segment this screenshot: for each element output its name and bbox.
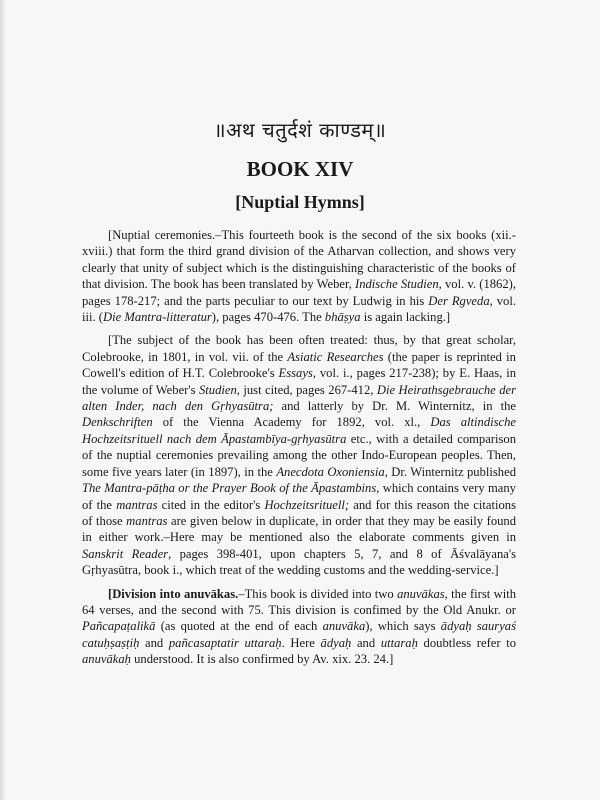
italic-term: uttaraḥ xyxy=(380,635,418,650)
italic-term: Die Heirathsgebrauche der alten Inder, nach den Gṛhyasūtra; xyxy=(82,382,516,414)
italic-term: Asiatic Researches xyxy=(287,349,384,364)
text-run: , vol. iii. ( xyxy=(82,293,516,325)
paragraph-subject-treatments xyxy=(82,332,516,578)
text-run: understood. It is also confirmed by Av. xix. 23. 24.] xyxy=(130,652,394,667)
text-run: , just cited, pages 267-412, xyxy=(236,382,377,397)
text-run: . Here xyxy=(281,635,321,650)
book-subtitle: [Nuptial Hymns] xyxy=(235,192,365,212)
italic-term: Die Mantra-litteratur xyxy=(103,310,212,325)
text-run: ), which says xyxy=(365,619,441,634)
italic-term: mantras xyxy=(116,497,158,512)
text-run: [Nuptial ceremonies.–This fourteeth book is the second of the six books (xii.-xviii.) that form the third grand division of the Atharvan collection, and shows very clearly that unity of subject which is the distinguishing characteristic of the books of that division. The book has been translated by Weber, xyxy=(82,228,516,292)
text-run: of the Vienna Academy for 1892, vol. xl., xyxy=(152,415,431,430)
text-run: –This book is divided into two xyxy=(238,586,398,601)
italic-term: Indische Studien xyxy=(355,277,439,292)
italic-term: anuvākaḥ xyxy=(82,652,131,667)
text-run: etc., with a detailed comparison of the nuptial ceremonies prevailing among the other Indo-European peoples. Then, some five years later (in 1897), in the xyxy=(82,431,516,479)
text-run: , vol. i., pages 217-238); by E. Haas, in the volume of Weber's xyxy=(82,366,516,397)
italic-term: The Mantra-pāṭha or the Prayer Book of the Āpastambins xyxy=(82,481,377,496)
italic-term: Pañcapaṭalikā xyxy=(82,619,156,634)
italic-term: Essays xyxy=(278,366,313,381)
text-run: are given below in duplicate, in order that they may be easily found in either work.–Here may be mentioned also the elaborate comments given in xyxy=(82,513,517,545)
text-run: and latterly by Dr. M. Winternitz, in the xyxy=(273,399,516,414)
text-run: is again lacking.] xyxy=(360,310,451,325)
italic-term: anuvāka xyxy=(322,619,366,634)
italic-term: pañcasaptatir uttaraḥ xyxy=(168,635,282,650)
italic-term: mantras xyxy=(126,513,168,528)
italic-term: ādyaḥ sauryaś catuḥṣaṣṭiḥ xyxy=(82,619,516,650)
italic-term: ādyaḥ xyxy=(320,635,352,650)
text-run: and xyxy=(139,635,169,650)
text-run: and xyxy=(351,635,381,650)
italic-term: Der Rgveda xyxy=(428,293,490,308)
paragraph-nuptial-ceremonies xyxy=(82,227,516,325)
section-label: [Division into anuvākas. xyxy=(108,586,239,601)
text-run: cited in the editor's xyxy=(157,497,265,512)
text-run: , the first with 64 verses, and the second with 75. This division is confimed by the Old Anukr. or xyxy=(82,586,516,617)
text-run: , which contains very many of the xyxy=(82,481,516,512)
italic-term: Denkschriften xyxy=(82,415,153,430)
italic-term: bhāṣya xyxy=(324,310,361,325)
text-run: (as quoted at the end of each xyxy=(155,619,323,634)
paragraph-division-anuvakas xyxy=(82,586,516,668)
sanskrit-heading: ॥अथ चतुर्दशं काण्डम्॥ xyxy=(213,118,387,142)
text-run: [The subject of the book has been often treated: thus, by that great scholar, Colebrooke, in 1801, in vol. vii. of the xyxy=(82,333,516,364)
italic-term: Studien xyxy=(199,382,237,397)
text-run: , vol. v. (1862), pages 178-217; and the parts peculiar to our text by Ludwig in his xyxy=(82,277,516,308)
text-run: (the paper is reprinted in Cowell's edition of H.T. Colebrooke's xyxy=(82,349,516,381)
text-run: doubtless refer to xyxy=(417,635,517,650)
text-run: , Dr. Winternitz published xyxy=(384,464,516,479)
italic-term: Anecdota Oxoniensia xyxy=(276,464,385,479)
text-run: , pages 398-401, upon chapters 5, 7, and 8 of Āśvalāyana's Gṛhyasūtra, book i., which treat of the wedding customs and the wedding-service.] xyxy=(82,546,516,578)
italic-term: Sanskrit Reader xyxy=(82,546,169,561)
italic-term: Hochzeitsrituell; xyxy=(264,497,350,512)
italic-term: Das altindische Hochzeitsrituell nach dem Āpastambīya-gṛhyasūtra xyxy=(82,415,516,446)
text-run: ), pages 470-476. The xyxy=(211,310,325,325)
italic-term: anuvākas xyxy=(397,586,445,601)
book-title: BOOK XIV xyxy=(246,157,354,181)
text-run: and for this reason the citations of those xyxy=(82,497,516,528)
body-text xyxy=(82,227,516,675)
